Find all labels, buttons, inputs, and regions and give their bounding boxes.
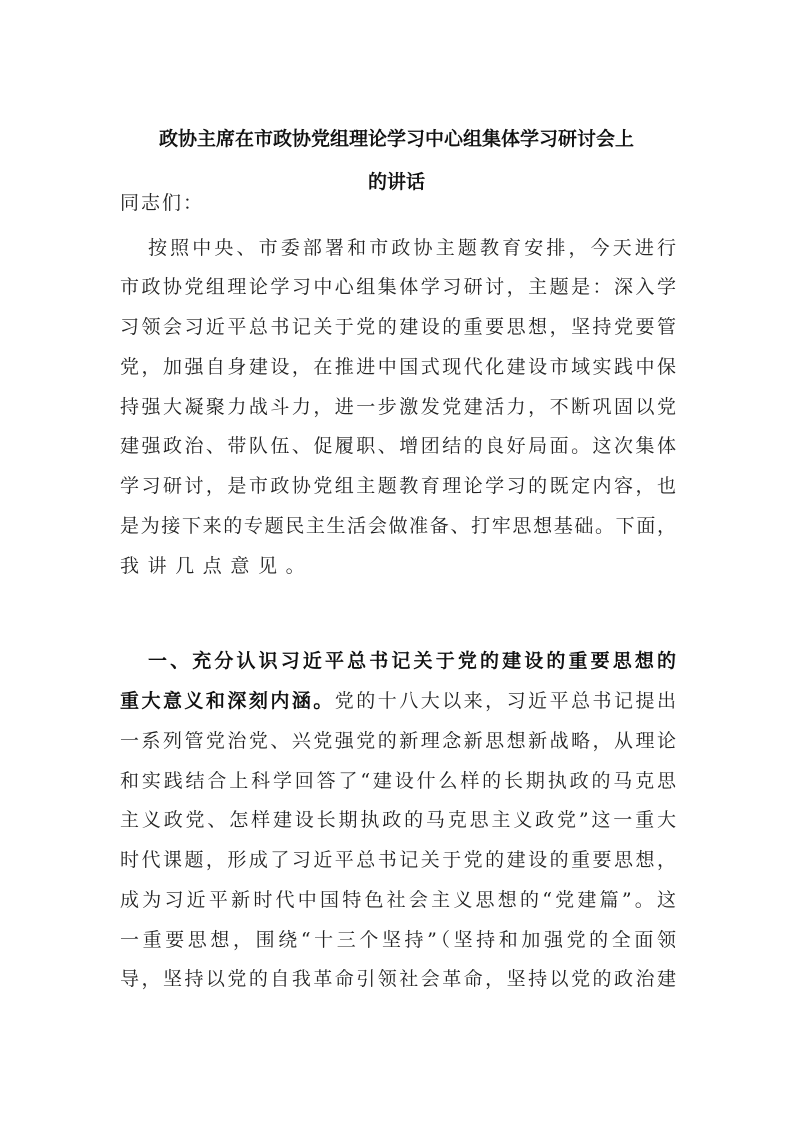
paragraph-line <box>120 688 676 714</box>
section-heading: 一、充分认识习近平总书记关于党的建设的重要思想的 <box>148 650 676 672</box>
section-heading-continued: 重大意义和深刻内涵。 <box>120 690 335 712</box>
paragraph-line: 是为接下来的专题民主生活会做准备、打牢思想基础。下面， <box>120 515 676 537</box>
paragraph-line: 一重要思想，围绕“十三个坚持”（坚持和加强党的全面领 <box>120 929 676 951</box>
paragraph-line: 学习研讨，是市政协党组主题教育理论学习的既定内容，也 <box>120 475 676 497</box>
document-title-line-2: 的讲话 <box>367 171 425 193</box>
paragraph-line: 一系列管党治党、兴党强党的新理念新思想新战略，从理论 <box>120 730 676 752</box>
paragraph-line: 按照中央、市委部署和市政协主题教育安排，今天进行 <box>148 237 676 259</box>
salutation: 同志们： <box>120 192 205 214</box>
paragraph-line: 习领会习近平总书记关于党的建设的重要思想，坚持党要管 <box>120 316 676 338</box>
paragraph-line: 和实践结合上科学回答了“建设什么样的长期执政的马克思 <box>120 770 676 792</box>
paragraph-line: 成为习近平新时代中国特色社会主义思想的“党建篇”。这 <box>120 889 676 911</box>
paragraph-line: 导，坚持以党的自我革命引领社会革命，坚持以党的政治建 <box>120 968 676 990</box>
paragraph-text: 党的十八大以来，习近平总书记提出 <box>334 690 676 712</box>
document-title-line-1: 政协主席在市政协党组理论学习中心组集体学习研讨会上 <box>158 128 634 150</box>
paragraph-line: 持强大凝聚力战斗力，进一步激发党建活力，不断巩固以党 <box>120 396 676 418</box>
paragraph-line: 市政协党组理论学习中心组集体学习研讨，主题是：深入学 <box>120 276 676 298</box>
paragraph-line: 时代课题，形成了习近平总书记关于党的建设的重要思想， <box>120 849 676 871</box>
paragraph-line: 我讲几点意见。 <box>120 555 314 577</box>
paragraph-line: 党，加强自身建设，在推进中国式现代化建设市域实践中保 <box>120 356 676 378</box>
paragraph-line: 建强政治、带队伍、促履职、增团结的良好局面。这次集体 <box>120 435 676 457</box>
paragraph-line: 主义政党、怎样建设长期执政的马克思主义政党”这一重大 <box>120 809 676 831</box>
